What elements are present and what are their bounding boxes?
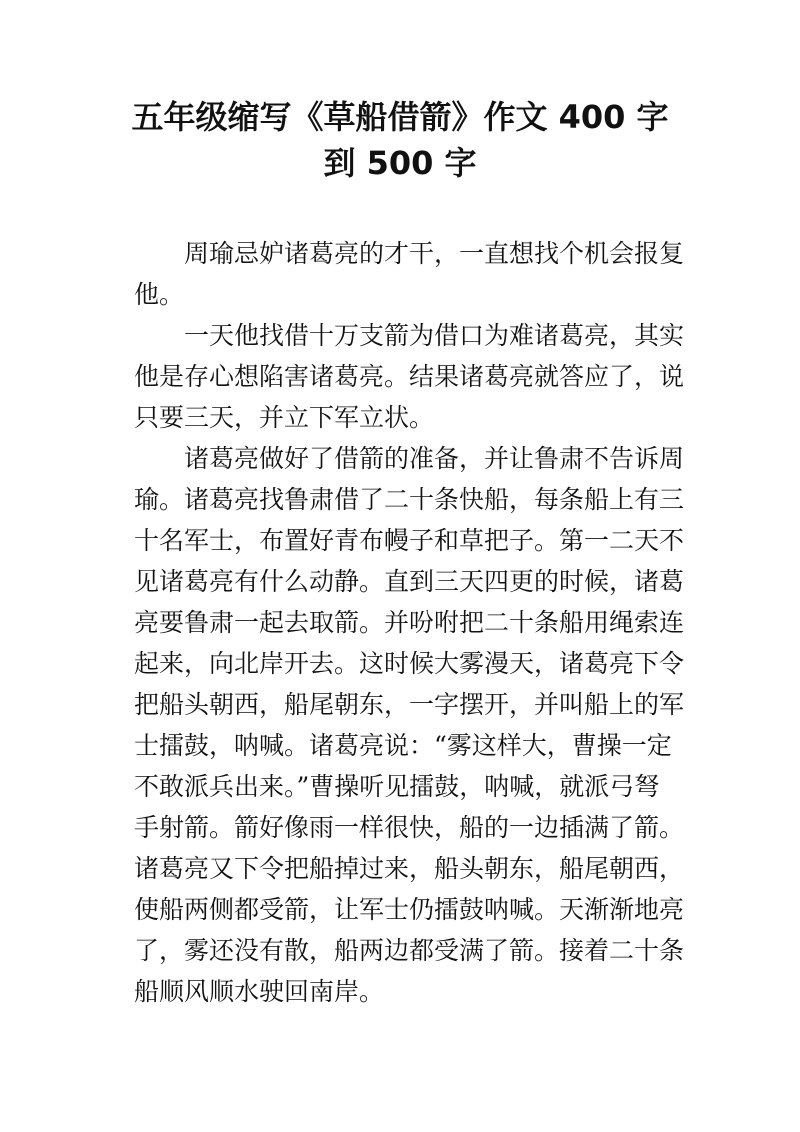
paragraph-3-line-7: 把船头朝西，船尾朝东，一字摆开，并叫船上的军 <box>134 690 685 719</box>
paragraph-1-line-2: 他。 <box>134 280 185 309</box>
paragraph-3-line-10: 手射箭。箭好像雨一样很快，船的一边插满了箭。 <box>134 813 685 842</box>
title-line-2: 到 500 字 <box>323 144 477 182</box>
paragraph-3-line-9: 不敢派兵出来。”曹操听见擂鼓，呐喊，就派弓弩 <box>134 772 660 801</box>
paragraph-2-line-1: 一天他找借十万支箭为借口为难诸葛亮，其实 <box>184 321 685 350</box>
paragraph-1-line-1: 周瑜忌妒诸葛亮的才干，一直想找个机会报复 <box>184 239 685 268</box>
paragraph-2-line-2: 他是存心想陷害诸葛亮。结果诸葛亮就答应了，说 <box>134 362 685 391</box>
paragraph-3-line-1: 诸葛亮做好了借箭的准备，并让鲁肃不告诉周 <box>184 444 685 473</box>
title-line-1: 五年级缩写《草船借箭》作文 400 字 <box>131 98 669 136</box>
paragraph-3-line-6: 起来，向北岸开去。这时候大雾漫天，诸葛亮下令 <box>134 649 685 678</box>
paragraph-3-line-5: 亮要鲁肃一起去取箭。并吩咐把二十条船用绳索连 <box>134 608 685 637</box>
paragraph-3-line-2: 瑜。诸葛亮找鲁肃借了二十条快船，每条船上有三 <box>134 485 685 514</box>
paragraph-3-line-8: 士擂鼓，呐喊。诸葛亮说：“雾这样大，曹操一定 <box>134 731 672 760</box>
paragraph-3-line-12: 使船两侧都受箭，让军士仍擂鼓呐喊。天渐渐地亮 <box>134 895 685 924</box>
paragraph-3-line-14: 船顺风顺水驶回南岸。 <box>134 977 385 1006</box>
paragraph-3-line-4: 见诸葛亮有什么动静。直到三天四更的时候，诸葛 <box>134 567 685 596</box>
paragraph-2 <box>134 315 685 438</box>
paragraph-3-line-3: 十名军士，布置好青布幔子和草把子。第一二天不 <box>134 526 685 555</box>
document-body <box>134 233 685 1012</box>
paragraph-3-line-13: 了，雾还没有散，船两边都受满了箭。接着二十条 <box>134 936 685 965</box>
paragraph-3 <box>134 438 685 1012</box>
paragraph-3-line-11: 诸葛亮又下令把船掉过来，船头朝东，船尾朝西， <box>134 854 685 883</box>
paragraph-2-line-3: 只要三天，并立下军立状。 <box>134 403 435 432</box>
paragraph-1 <box>134 233 685 315</box>
document-title <box>100 94 700 186</box>
